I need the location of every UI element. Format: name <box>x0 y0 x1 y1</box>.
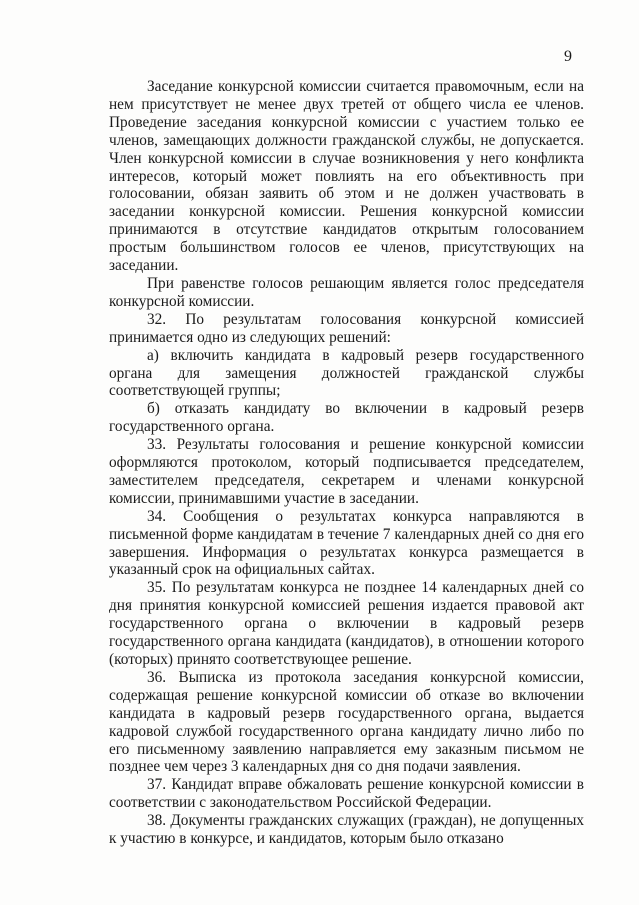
paragraph-32: 32. По результатам голосования конкурсной комиссией принимается одно из следующих решений: <box>109 310 584 346</box>
paragraph-36: 36. Выписка из протокола заседания конкурсной комиссии, содержащая решение конкурсной комиссии об отказе во включении кандидата в кадровый резерв государственного органа, выдается кадровой службой государственного органа кандидату лично либо по его письменному заявлению направляется ему заказным письмом не позднее чем через 3 календарных дня со дня подачи заявления. <box>109 668 584 776</box>
paragraph-tie-vote: При равенстве голосов решающим является голос председателя конкурсной комиссии. <box>109 274 584 310</box>
paragraph-38: 38. Документы гражданских служащих (граждан), не допущенных к участию в конкурсе, и кандидатов, которым было отказано <box>109 812 584 848</box>
paragraph-37: 37. Кандидат вправе обжаловать решение конкурсной комиссии в соответствии с законодательством Российской Федерации. <box>109 776 584 812</box>
document-body <box>109 78 584 848</box>
paragraph-35: 35. По результатам конкурса не позднее 14 календарных дней со дня принятия конкурсной комиссией решения издается правовой акт государственного органа о включении в кадровый резерв государственного органа кандидата (кандидатов), в отношении которого (которых) принято соответствующее решение. <box>109 579 584 668</box>
paragraph-32-a: а) включить кандидата в кадровый резерв государственного органа для замещения должностей гражданской службы соответствующей группы; <box>109 346 584 400</box>
page-number: 9 <box>564 48 572 65</box>
paragraph-32-b: б) отказать кандидату во включении в кадровый резерв государственного органа. <box>109 400 584 436</box>
paragraph-33: 33. Результаты голосования и решение конкурсной комиссии оформляются протоколом, который подписывается председателем, заместителем председателя, секретарем и членами конкурсной комиссии, принимавшими участие в заседании. <box>109 436 584 507</box>
paragraph-quorum: Заседание конкурсной комиссии считается правомочным, если на нем присутствует не менее двух третей от общего числа ее членов. Проведение заседания конкурсной комиссии с участием только ее членов, замещающих должности гражданской службы, не допускается. Член конкурсной комиссии в случае возникновения у него конфликта интересов, который может повлиять на его объективность при голосовании, обязан заявить об этом и не должен участвовать в заседании конкурсной комиссии. Решения конкурсной комиссии принимаются в отсутствие кандидатов открытым голосованием простым большинством голосов ее членов, присутствующих на заседании. <box>109 78 584 275</box>
paragraph-34: 34. Сообщения о результатах конкурса направляются в письменной форме кандидатам в течение 7 календарных дней со дня его завершения. Информация о результатах конкурса размещается в указанный срок на официальных сайтах. <box>109 507 584 579</box>
